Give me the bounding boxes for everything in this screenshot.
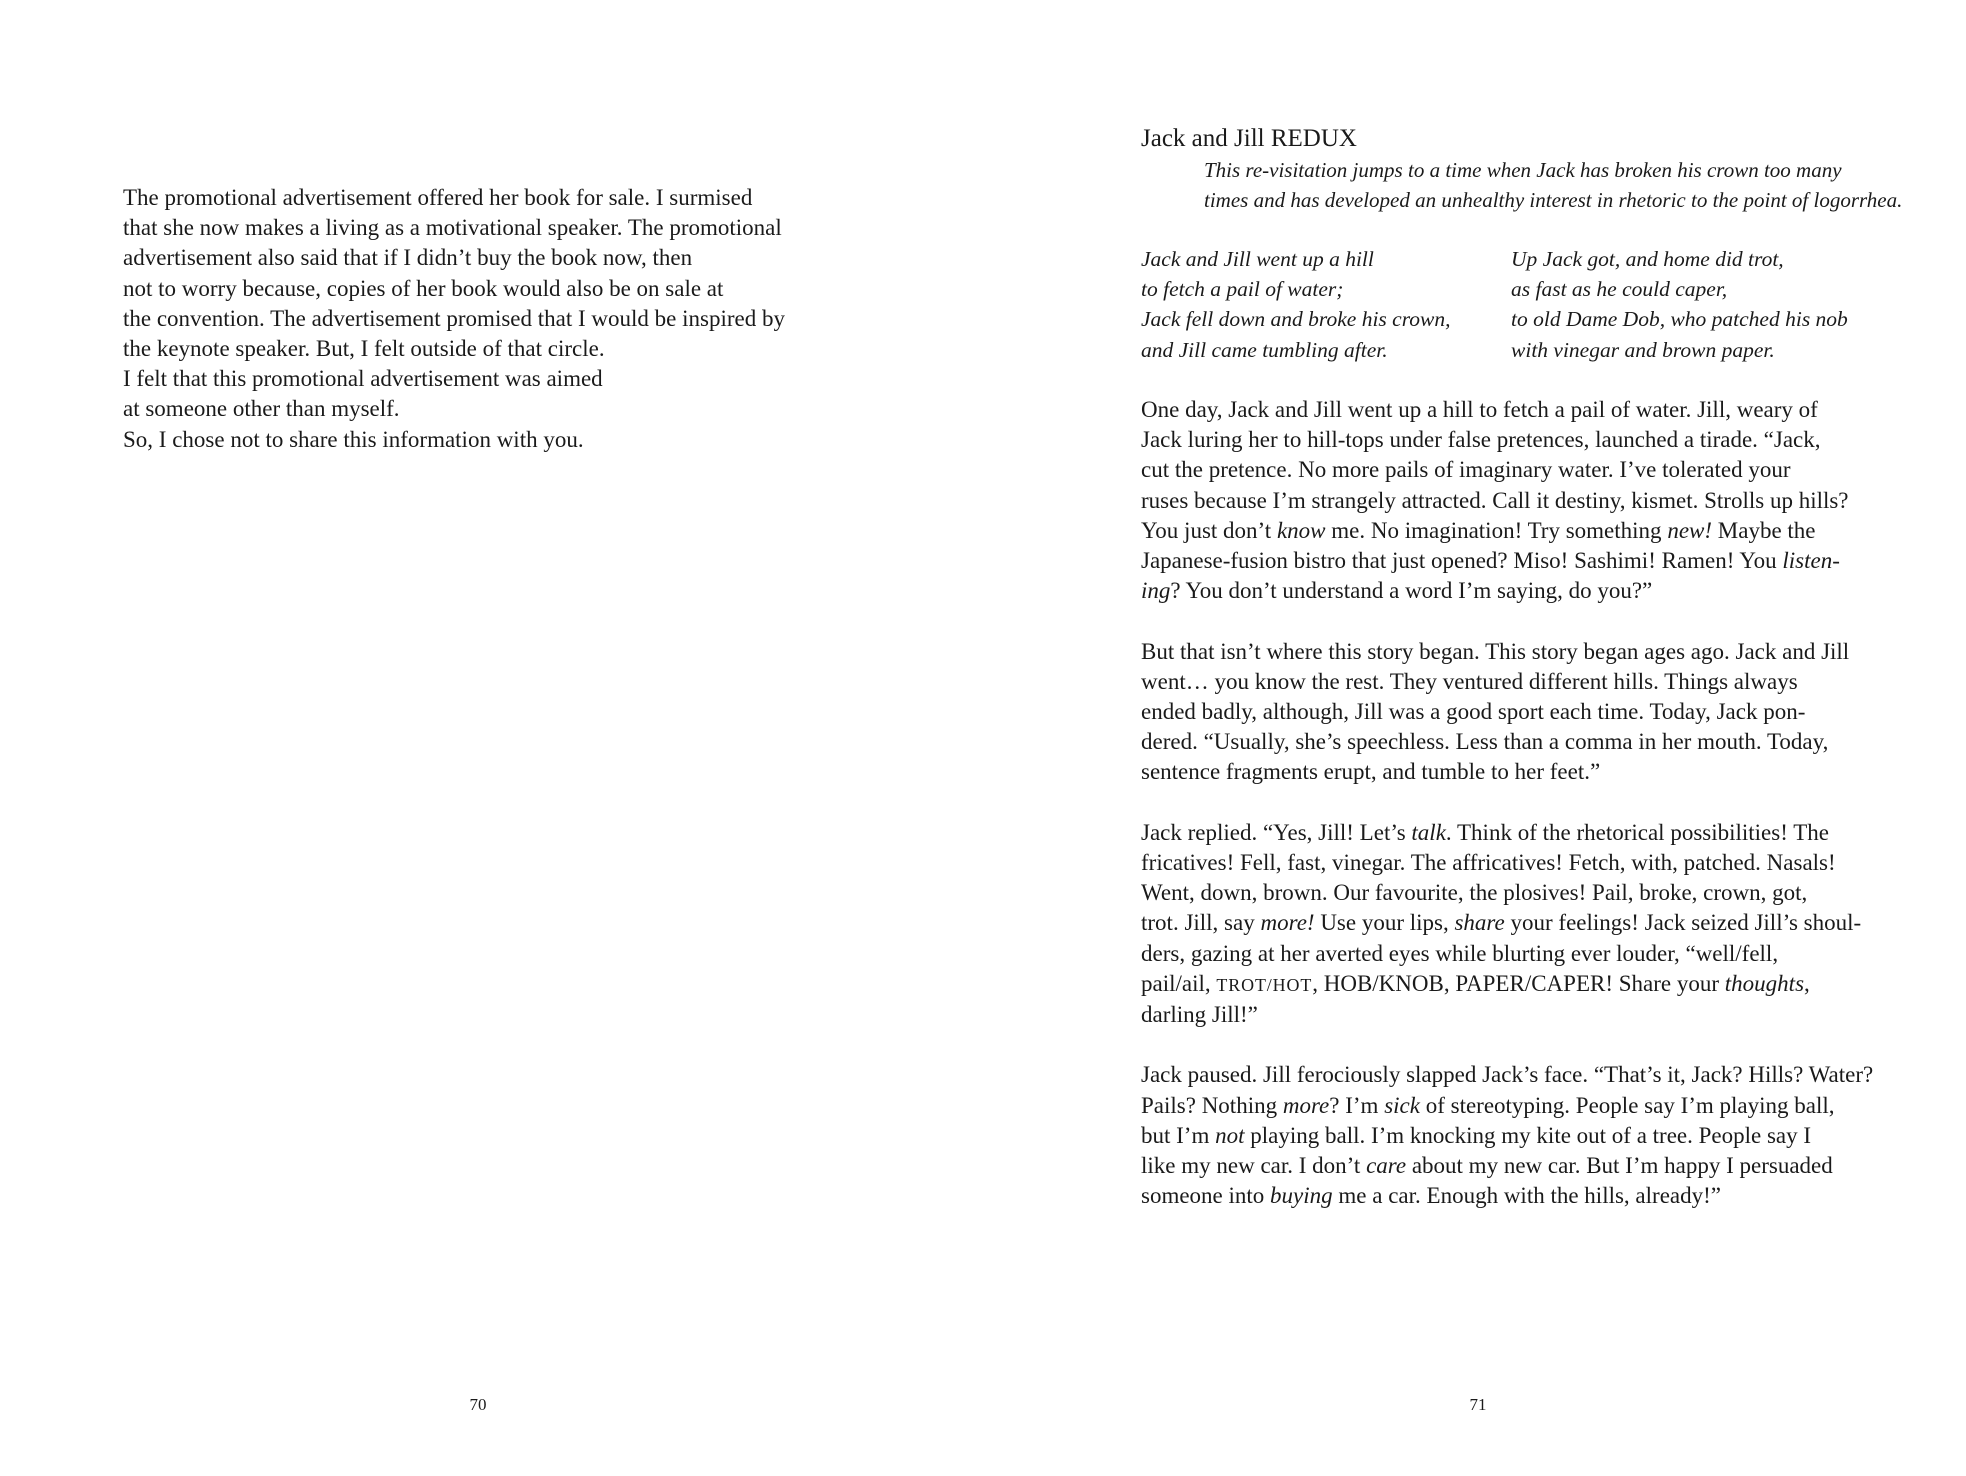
text-run: Pails? Nothing [1141, 1092, 1283, 1118]
text-run: ? You don’t understand a word I’m saying, do you?” [1170, 578, 1653, 604]
text-line [1141, 576, 1881, 606]
page-number-left: 70 [469, 1395, 487, 1414]
text-run: playing ball. I’m knocking my kite out of a tree. People say I [1244, 1122, 1812, 1148]
emphasis: ing [1141, 578, 1171, 604]
text-run: You just don’t [1141, 517, 1277, 543]
text-run: your feelings! Jack seized Jill’s shoul- [1504, 910, 1862, 936]
verse-line: with vinegar and brown paper. [1511, 337, 1775, 362]
text-line: ders, gazing at her averted eyes while blurting ever louder, “well/fell, [1141, 940, 1779, 966]
paragraph-4 [1141, 1060, 1881, 1211]
emphasis: more [1282, 1092, 1330, 1118]
verse-line: to old Dame Dob, who patched his nob [1511, 307, 1848, 332]
story-body [1141, 395, 1881, 1242]
text-run: about my new car. But I’m happy I persuaded [1406, 1153, 1833, 1179]
subtitle-line: times and has developed an unhealthy interest in rhetoric to the point of logorrhea. [1204, 188, 1903, 213]
text-run: . Think of the rhetorical possibilities! The [1445, 819, 1829, 845]
text-run: Use your lips, [1314, 910, 1455, 936]
emphasis: more! [1260, 910, 1315, 936]
text-run: pail/ail, [1141, 970, 1217, 996]
text-line [1141, 1151, 1881, 1181]
emphasis: buying [1270, 1183, 1333, 1209]
verse-line: to fetch a pail of water; [1141, 277, 1344, 302]
verse-stanza-2 [1511, 244, 1848, 365]
text-run: ? I’m [1329, 1092, 1385, 1118]
text-run: of stereotyping. People say I’m playing ball, [1419, 1092, 1835, 1118]
verse-line: as fast as he could caper, [1511, 277, 1728, 302]
emphasis: listen- [1782, 548, 1840, 574]
emphasis: thoughts [1724, 970, 1805, 996]
text-line: not to worry because, copies of her book would also be on sale at [123, 275, 724, 301]
chapter-subtitle [1204, 155, 1902, 215]
text-line [1141, 908, 1881, 938]
emphasis: new! [1667, 517, 1713, 543]
text-line: sentence fragments erupt, and tumble to her feet.” [1141, 759, 1601, 785]
text-line: ruses because I’m strangely attracted. Call it destiny, kismet. Strolls up hills? [1141, 487, 1849, 513]
emphasis: talk [1411, 819, 1446, 845]
text-line: advertisement also said that if I didn’t buy the book now, then [123, 245, 693, 271]
verse-line: Jack fell down and broke his crown, [1141, 307, 1451, 332]
text-run: me. No imagination! Try something [1325, 517, 1668, 543]
text-line [1141, 1091, 1881, 1121]
text-line [1141, 818, 1881, 848]
text-line: Went, down, brown. Our favourite, the plosives! Pail, broke, crown, got, [1141, 880, 1808, 906]
text-line: I felt that this promotional advertisement was aimed [123, 366, 603, 392]
text-line: ended badly, although, Jill was a good sport each time. Today, Jack pon- [1141, 699, 1806, 725]
text-line: One day, Jack and Jill went up a hill to fetch a pail of water. Jill, weary of [1141, 397, 1818, 422]
text-run: Japanese-fusion bistro that just opened? Miso! Sashimi! Ramen! You [1141, 548, 1783, 574]
verse-line: Up Jack got, and home did trot, [1511, 247, 1784, 271]
text-run: Jack replied. “Yes, Jill! Let’s [1141, 819, 1412, 845]
text-run: trot. Jill, say [1141, 910, 1261, 936]
text-line [1141, 546, 1881, 576]
text-line [1141, 516, 1881, 546]
text-line: Jack luring her to hill-tops under false pretences, launched a tirade. “Jack, [1141, 427, 1821, 453]
text-line: The promotional advertisement offered her book for sale. I surmised [123, 185, 753, 210]
text-line [1141, 1181, 1881, 1211]
text-run: Maybe the [1712, 517, 1816, 543]
text-line: darling Jill!” [1141, 1002, 1258, 1028]
subtitle-line: This re-visitation jumps to a time when Jack has broken his crown too many [1204, 158, 1842, 182]
text-run: someone into [1141, 1183, 1271, 1209]
text-line: So, I chose not to share this information with you. [123, 426, 584, 452]
emphasis: care [1366, 1153, 1407, 1179]
verse-stanza-1 [1141, 244, 1451, 365]
text-line: the keynote speaker. But, I felt outside of that circle. [123, 336, 605, 362]
text-line: cut the pretence. No more pails of imaginary water. I’ve tolerated your [1141, 457, 1791, 483]
text-line: But that isn’t where this story began. This story began ages ago. Jack and Jill [1141, 638, 1850, 664]
emphasis: not [1215, 1122, 1245, 1148]
right-page [983, 0, 1966, 1476]
text-line: dered. “Usually, she’s speechless. Less than a comma in her mouth. Today, [1141, 729, 1829, 755]
text-run: me a car. Enough with the hills, already!” [1332, 1183, 1721, 1209]
text-run: but I’m [1141, 1122, 1216, 1148]
emphasis: sick [1384, 1092, 1420, 1118]
text-line: that she now makes a living as a motivational speaker. The promotional [123, 215, 782, 241]
emphasis: know [1276, 517, 1326, 543]
text-run: , HOB/KNOB, PAPER/CAPER! Share your [1312, 970, 1725, 996]
left-page-text [123, 183, 823, 455]
chapter-title: Jack and Jill REDUX [1141, 125, 1357, 152]
small-caps-text: TROT/HOT [1216, 974, 1313, 995]
text-line [1141, 1121, 1881, 1151]
text-line [1141, 969, 1881, 1000]
paragraph-2 [1141, 637, 1881, 788]
paragraph-3 [1141, 818, 1881, 1030]
text-line: the convention. The advertisement promised that I would be inspired by [123, 305, 785, 331]
emphasis: share [1454, 910, 1505, 936]
text-line: Jack paused. Jill ferociously slapped Jack’s face. “That’s it, Jack? Hills? Water? [1141, 1062, 1874, 1088]
text-run: like my new car. I don’t [1141, 1153, 1367, 1179]
page-number-right: 71 [1469, 1395, 1487, 1414]
verse-line: Jack and Jill went up a hill [1141, 247, 1374, 271]
text-line: at someone other than myself. [123, 396, 400, 422]
text-line: went… you know the rest. They ventured different hills. Things always [1141, 668, 1798, 694]
text-run: , [1804, 970, 1810, 996]
paragraph-1 [1141, 395, 1881, 606]
verse-line: and Jill came tumbling after. [1141, 337, 1388, 362]
text-line: fricatives! Fell, fast, vinegar. The affricatives! Fetch, with, patched. Nasals! [1141, 850, 1836, 876]
